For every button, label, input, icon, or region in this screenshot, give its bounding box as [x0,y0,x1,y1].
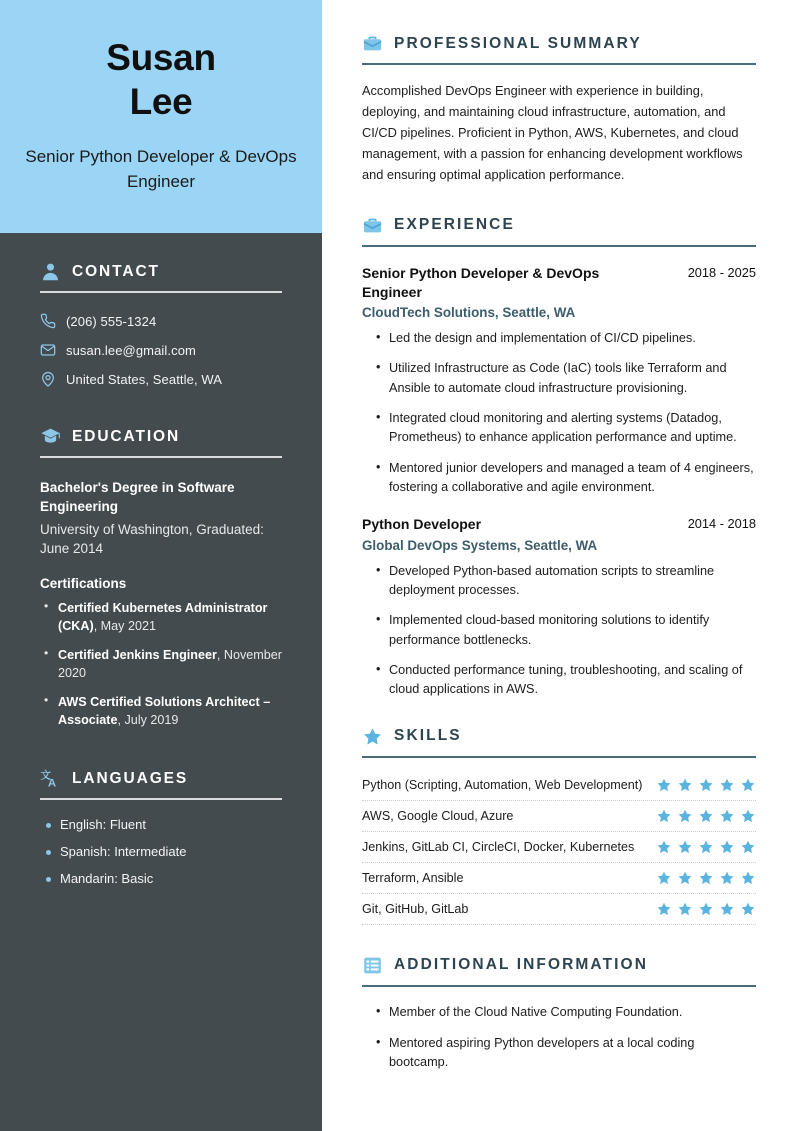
star-icon [719,839,735,855]
translate-icon [40,768,61,789]
star-icon [677,777,693,793]
star-icon [740,777,756,793]
star-icon [677,870,693,886]
languages-list [40,817,282,886]
list-item: • Utilized Infrastructure as Code (IaC) tools like Terraform and Ansible to automate cloud infrastructure provisioning. [376,359,756,398]
list-item: • Mentored junior developers and managed a team of 4 engineers, fostering a collaborative and agile environment. [376,459,756,498]
summary-heading-row [362,33,756,54]
section-additional-information [362,955,756,1072]
section-experience [362,215,756,700]
experience-item [362,264,756,497]
education-degree: Bachelor's Degree in Software Engineering [40,480,235,515]
certification-date: , July 2019 [117,713,179,728]
star-icon [698,839,714,855]
skill-rating-stars [656,901,756,917]
star-icon [719,870,735,886]
header-job-title: Senior Python Developer & DevOps Engineer [25,147,297,191]
summary-divider [362,63,756,65]
name-header [0,0,322,233]
table-row [362,832,756,863]
list-item [44,599,282,635]
section-skills [362,726,756,925]
education-heading: EDUCATION [72,427,181,445]
list-item: • Led the design and implementation of CI/CD pipelines. [376,329,756,348]
star-icon [698,901,714,917]
star-icon [698,808,714,824]
job-bullets [362,562,756,700]
contact-email-row[interactable] [40,342,282,358]
job-company: CloudTech Solutions, Seattle, WA [362,305,576,321]
summary-heading: PROFESSIONAL SUMMARY [394,34,642,52]
table-row [362,863,756,894]
certification-name: Certified Jenkins Engineer [58,647,217,662]
additional-heading: ADDITIONAL INFORMATION [394,956,648,974]
additional-list [362,1003,756,1072]
section-professional-summary [362,33,756,186]
list-item: Mandarin: Basic [44,871,282,886]
experience-divider [362,245,756,247]
contact-heading: CONTACT [72,262,160,280]
list-item: • Developed Python-based automation scripts to streamline deployment processes. [376,562,756,601]
skill-rating-stars [656,808,756,824]
star-icon [740,808,756,824]
experience-heading-row [362,215,756,236]
section-contact [0,233,322,387]
job-header [362,264,756,301]
contact-phone-value: (206) 555-1324 [66,313,157,329]
skills-heading-row [362,726,756,747]
star-icon [719,777,735,793]
person-icon [40,261,61,282]
certification-date: , May 2021 [93,618,156,633]
skill-name: Python (Scripting, Automation, Web Development) [362,777,643,792]
list-item: • Conducted performance tuning, troubleshooting, and scaling of cloud applications in AWS. [376,661,756,700]
skill-name: AWS, Google Cloud, Azure [362,808,514,823]
list-item: English: Fluent [44,817,282,832]
job-dates: 2014 - 2018 [687,516,756,532]
certification-name: AWS Certified Solutions Architect – Associate [58,695,271,728]
table-row [362,770,756,801]
star-icon [719,901,735,917]
list-item: • Integrated cloud monitoring and alerting systems (Datadog, Prometheus) to enhance application performance and uptime. [376,409,756,448]
section-education [0,400,322,729]
envelope-icon [40,342,56,358]
list-item: • Implemented cloud-based monitoring solutions to identify performance bottlenecks. [376,611,756,650]
star-icon [362,726,383,747]
summary-text: Accomplished DevOps Engineer with experience in building, deploying, and maintaining cloud infrastructure, automation, and CI/CD pipelines. Proficient in Python, AWS, Kubernetes, and cloud management, with a passion for enhancing development workflows and ensuring optimal application performance. [362,83,743,182]
experience-item [362,515,756,699]
skills-heading: SKILLS [394,727,462,745]
table-row [362,894,756,925]
languages-heading: LANGUAGES [72,769,189,787]
star-icon [656,870,672,886]
star-icon [740,901,756,917]
svg-text:文: 文 [40,769,51,782]
star-icon [740,870,756,886]
certifications-list [40,599,282,730]
star-icon [740,839,756,855]
last-name: Lee [129,80,193,122]
job-header [362,515,756,534]
star-icon [656,777,672,793]
list-item [44,646,282,682]
star-icon [677,839,693,855]
briefcase-icon [362,33,383,54]
certification-date: , November 2020 [58,647,282,680]
additional-heading-row [362,955,756,976]
skill-rating-stars [656,870,756,886]
list-item [44,693,282,729]
certification-name: Certified Kubernetes Administrator (CKA) [58,600,268,633]
contact-location-row[interactable] [40,371,282,387]
svg-text:A: A [47,777,57,790]
briefcase-icon [362,215,383,236]
education-school: University of Washington, Graduated: June 2014 [40,522,264,557]
job-bullets [362,329,756,497]
contact-divider [40,291,282,293]
skill-name: Terraform, Ansible [362,870,464,885]
education-divider [40,456,282,458]
star-icon [656,839,672,855]
job-role: Senior Python Developer & DevOps Engineer [362,264,600,300]
skill-rating-stars [656,777,756,793]
job-dates: 2018 - 2025 [687,264,756,280]
star-icon [698,777,714,793]
table-row [362,801,756,832]
sidebar [0,0,322,1131]
contact-phone-row[interactable] [40,313,282,329]
experience-heading: EXPERIENCE [394,216,515,234]
skill-rating-stars [656,839,756,855]
section-languages [0,740,322,886]
contact-email-value: susan.lee@gmail.com [66,342,196,358]
star-icon [677,901,693,917]
job-company: Global DevOps Systems, Seattle, WA [362,537,598,553]
additional-divider [362,985,756,987]
education-heading-row [40,426,282,447]
certifications-heading: Certifications [40,575,127,591]
contact-heading-row [40,261,282,282]
skills-divider [362,756,756,758]
skills-table [362,770,756,925]
graduation-cap-icon [40,426,61,447]
list-item: • Mentored aspiring Python developers at a local coding bootcamp. [376,1034,756,1072]
star-icon [656,808,672,824]
languages-divider [40,798,282,800]
job-role: Python Developer [362,516,482,533]
first-name: Susan [106,37,216,78]
main-content [322,0,800,1131]
contact-location-value: United States, Seattle, WA [66,371,223,387]
list-item: • Member of the Cloud Native Computing Foundation. [376,1003,756,1022]
contact-list [40,313,282,387]
star-icon [719,808,735,824]
list-icon [362,955,383,976]
phone-icon [40,313,56,329]
star-icon [677,808,693,824]
star-icon [698,870,714,886]
skill-name: Jenkins, GitLab CI, CircleCI, Docker, Kubernetes [362,839,635,854]
list-item: Spanish: Intermediate [44,844,282,859]
languages-heading-row [40,768,282,789]
star-icon [656,901,672,917]
skill-name: Git, GitHub, GitLab [362,901,469,916]
location-pin-icon [40,371,56,387]
